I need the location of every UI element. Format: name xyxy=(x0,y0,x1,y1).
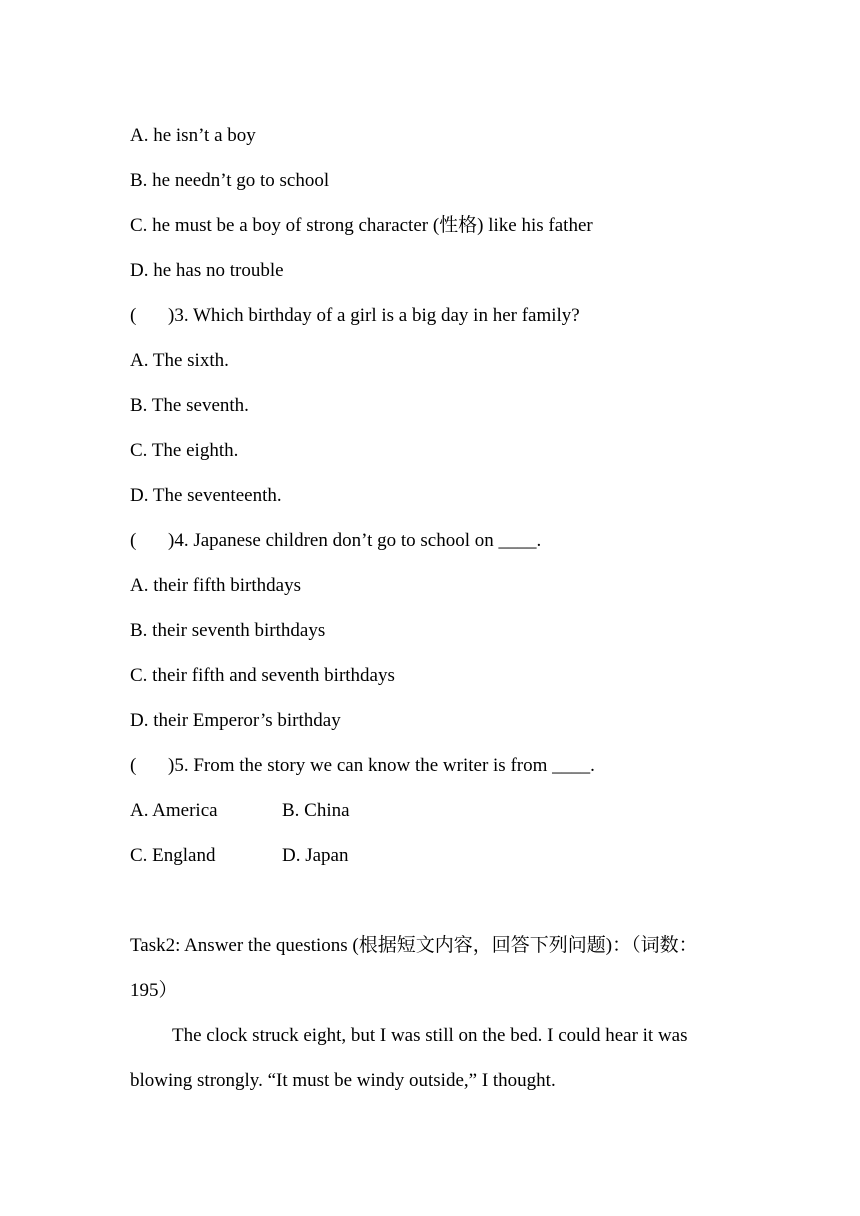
q2-option-b: B. he needn’t go to school xyxy=(130,170,330,191)
answer-blank-paren: ( xyxy=(130,755,137,776)
task2-heading: Task2: Answer the questions (根据短文内容，回答下列问题)：（词数： xyxy=(130,935,698,956)
q5-options-row-1 xyxy=(130,788,740,833)
q4-option-a: A. their fifth birthdays xyxy=(130,575,301,596)
q3-option-d: D. The seventeenth. xyxy=(130,485,282,506)
question-5-stem: )5. From the story we can know the writer is from ____. xyxy=(168,755,595,776)
q2-option-a: A. he isn’t a boy xyxy=(130,125,256,146)
q2-option-d: D. he has no trouble xyxy=(130,260,284,281)
task2-heading-continued: 195） xyxy=(130,980,178,1001)
q5-option-d: D. Japan xyxy=(282,845,349,866)
q4-option-c: C. their fifth and seventh birthdays xyxy=(130,665,395,686)
passage-line-2: blowing strongly. “It must be windy outside,” I thought. xyxy=(130,1070,556,1091)
question-5 xyxy=(130,743,740,788)
q5-options-row-2 xyxy=(130,833,740,878)
q3-option-c: C. The eighth. xyxy=(130,440,239,461)
q3-option-a: A. The sixth. xyxy=(130,350,229,371)
q4-option-b: B. their seventh birthdays xyxy=(130,620,326,641)
q4-option-d: D. their Emperor’s birthday xyxy=(130,710,341,731)
q3-option-b: B. The seventh. xyxy=(130,395,249,416)
q5-option-a: A. America xyxy=(130,800,218,821)
question-3-stem: )3. Which birthday of a girl is a big day in her family? xyxy=(168,305,580,326)
q2-option-c: C. he must be a boy of strong character (性格) like his father xyxy=(130,215,593,236)
question-4 xyxy=(130,518,740,563)
section-spacer xyxy=(130,878,740,923)
answer-blank-paren: ( xyxy=(130,305,137,326)
answer-blank-paren: ( xyxy=(130,530,137,551)
question-3 xyxy=(130,293,740,338)
q5-option-b: B. China xyxy=(282,800,350,821)
passage-line-1: The clock struck eight, but I was still on the bed. I could hear it was xyxy=(172,1025,688,1046)
question-4-stem: )4. Japanese children don’t go to school on ____. xyxy=(168,530,542,551)
q5-option-c: C. England xyxy=(130,845,216,866)
page-content xyxy=(130,113,740,1103)
